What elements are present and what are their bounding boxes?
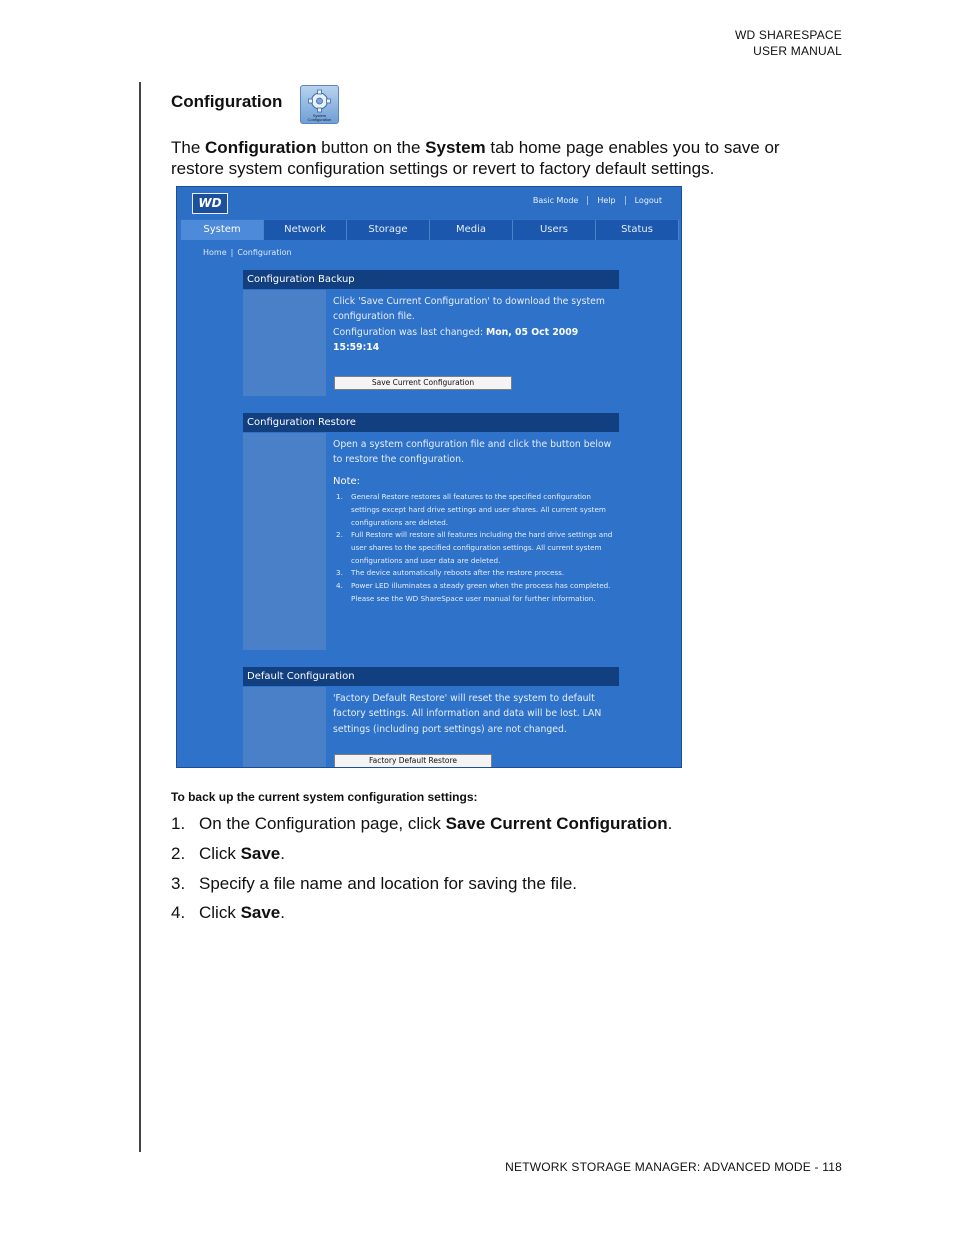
restore-description: Open a system configuration file and click the button below to restore the configuration. (333, 439, 612, 466)
breadcrumb-home[interactable]: Home (203, 248, 227, 257)
default-panel-sidebar (243, 687, 326, 768)
procedure-step: 3. Specify a file name and location for saving the file. (171, 874, 577, 893)
default-panel-body (333, 691, 617, 747)
tab-status[interactable]: Status (596, 220, 679, 240)
tab-system[interactable]: System (181, 220, 264, 240)
help-link[interactable]: Help (587, 196, 624, 205)
backup-panel-sidebar (243, 290, 326, 396)
wd-logo: WD (192, 193, 228, 214)
backup-panel-body (333, 294, 617, 356)
list-item: 3. The device automatically reboots after the restore process. (336, 568, 565, 578)
backup-description: Click 'Save Current Configuration' to download the system configuration file. (333, 296, 605, 323)
default-description: 'Factory Default Restore' will reset the system to default factory settings. All information and data will be lost. LAN settings (including port settings) are not changed. (333, 693, 602, 735)
list-item: 1. General Restore restores all features to the specified configuration settings except hard drive settings and user shares. All current system configurations are deleted. (336, 492, 606, 527)
basic-mode-link[interactable]: Basic Mode (532, 196, 579, 205)
gear-icon (300, 85, 339, 124)
backup-panel-title: Configuration Backup (243, 270, 619, 289)
margin-rule (139, 82, 141, 1152)
save-current-configuration-button[interactable]: Save Current Configuration (334, 376, 512, 390)
restore-panel-body (333, 437, 617, 606)
restore-note-title: Note: (333, 475, 361, 487)
backup-panel (243, 270, 619, 398)
tab-network[interactable]: Network (264, 220, 347, 240)
tab-users[interactable]: Users (513, 220, 596, 240)
default-panel-title: Default Configuration (243, 667, 619, 686)
main-tabs (181, 220, 679, 240)
running-header-title: WD SHARESPACE (734, 28, 842, 42)
breadcrumb-separator: | (230, 248, 234, 257)
default-panel (243, 667, 619, 768)
breadcrumb (203, 248, 292, 257)
procedure-step: 1. On the Configuration page, click Save Current Configuration. (171, 814, 673, 833)
procedure-step: 4. Click Save. (171, 903, 285, 922)
procedure-title: To back up the current system configuration settings: (171, 790, 478, 804)
intro-paragraph: The Configuration button on the System tab home page enables you to save or restore system configuration settings or revert to factory default settings. (171, 138, 780, 178)
procedure-step: 2. Click Save. (171, 844, 285, 863)
restore-panel-title: Configuration Restore (243, 413, 619, 432)
page-footer: NETWORK STORAGE MANAGER: ADVANCED MODE - 118 (505, 1160, 842, 1174)
factory-default-restore-button[interactable]: Factory Default Restore (334, 754, 492, 768)
top-bar (177, 187, 681, 219)
restore-panel (243, 413, 619, 653)
list-item: 2. Full Restore will restore all features including the hard drive settings and user shares to the specified configuration settings. All current system configurations and user data are deleted. (336, 530, 613, 565)
configuration-screenshot (176, 186, 682, 768)
running-header-subtitle: USER MANUAL (753, 44, 842, 58)
section-title: Configuration (171, 92, 283, 111)
list-item: 4. Power LED illuminates a steady green when the process has completed. Please see the WD ShareSpace user manual for further information. (336, 581, 611, 603)
top-links (524, 196, 671, 205)
icon-caption: System Configuration (307, 113, 332, 122)
restore-notes (333, 491, 617, 605)
tab-storage[interactable]: Storage (347, 220, 430, 240)
tab-media[interactable]: Media (430, 220, 513, 240)
logout-link[interactable]: Logout (625, 196, 671, 205)
backup-last-changed: Configuration was last changed: Mon, 05 Oct 2009 15:59:14 (333, 326, 579, 354)
restore-panel-sidebar (243, 433, 326, 650)
breadcrumb-current: Configuration (237, 248, 292, 257)
